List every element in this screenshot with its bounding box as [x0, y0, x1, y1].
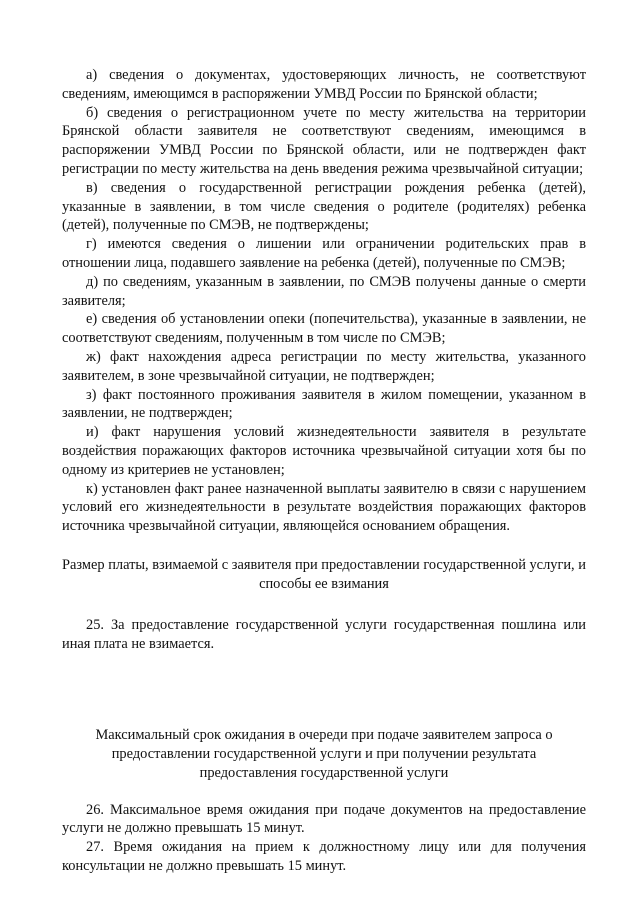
document-page [62, 66, 586, 876]
refusal-item-k: к) установлен факт ранее назначенной выплаты заявителю в связи с нарушением условий его жизнедеятельности в результате воздействия поражающих факторов источника чрезвычайной ситуации, являющейся основанием обращения. [62, 480, 586, 535]
refusal-item-zh: ж) факт нахождения адреса регистрации по месту жительства, указанного заявителем, в зоне чрезвычайной ситуации, не подтвержден; [62, 348, 586, 384]
paragraph-27: 27. Время ожидания на прием к должностному лицу или для получения консультации не должно превышать 15 минут. [62, 839, 586, 874]
refusal-item-i: и) факт нарушения условий жизнедеятельности заявителя в результате воздействия поражающих факторов источника чрезвычайной ситуации хотя бы по одному из критериев не установлен; [62, 424, 586, 478]
refusal-item-z: з) факт постоянного проживания заявителя в жилом помещении, указанном в заявлении, не подтвержден; [62, 386, 586, 422]
refusal-item-b: б) сведения о регистрационном учете по месту жительства на территории Брянской области заявителя не соответствуют сведениям, имеющимся в распоряжении УМВД России по Брянской области, или не подтвержден факт регистрации по месту жительства на день введения режима чрезвычайной ситуации; [62, 104, 586, 177]
section-heading-queue: Максимальный срок ожидания в очереди при подаче заявителем запроса о предоставлении государственной услуги и при получении результата предоставления государственной услуги [95, 726, 553, 781]
refusal-item-v: в) сведения о государственной регистрации рождения ребенка (детей), указанные в заявлении, в том числе сведения о родителе (родителях) ребенка (детей), полученные по СМЭВ, не подтверждены; [62, 179, 586, 234]
refusal-item-g: г) имеются сведения о лишении или ограничении родительских прав в отношении лица, подавшего заявление на ребенка (детей), полученные по СМЭВ; [62, 236, 586, 271]
paragraph-25: 25. За предоставление государственной услуги государственная пошлина или иная плата не взимается. [62, 616, 586, 652]
section-heading-fee: Размер платы, взимаемой с заявителя при предоставлении государственной услуги, и способы ее взимания [62, 556, 586, 592]
refusal-item-d: д) по сведениям, указанным в заявлении, по СМЭВ получены данные о смерти заявителя; [62, 273, 586, 309]
refusal-item-a: а) сведения о документах, удостоверяющих личность, не соответствуют сведениям, имеющимся в распоряжении УМВД России по Брянской области; [62, 67, 586, 102]
refusal-item-e: е) сведения об установлении опеки (попечительства), указанные в заявлении, не соответствуют сведениям, полученным в том числе по СМЭВ; [62, 311, 586, 347]
paragraph-26: 26. Максимальное время ожидания при подаче документов на предоставление услуги не должно превышать 15 минут. [62, 801, 586, 837]
